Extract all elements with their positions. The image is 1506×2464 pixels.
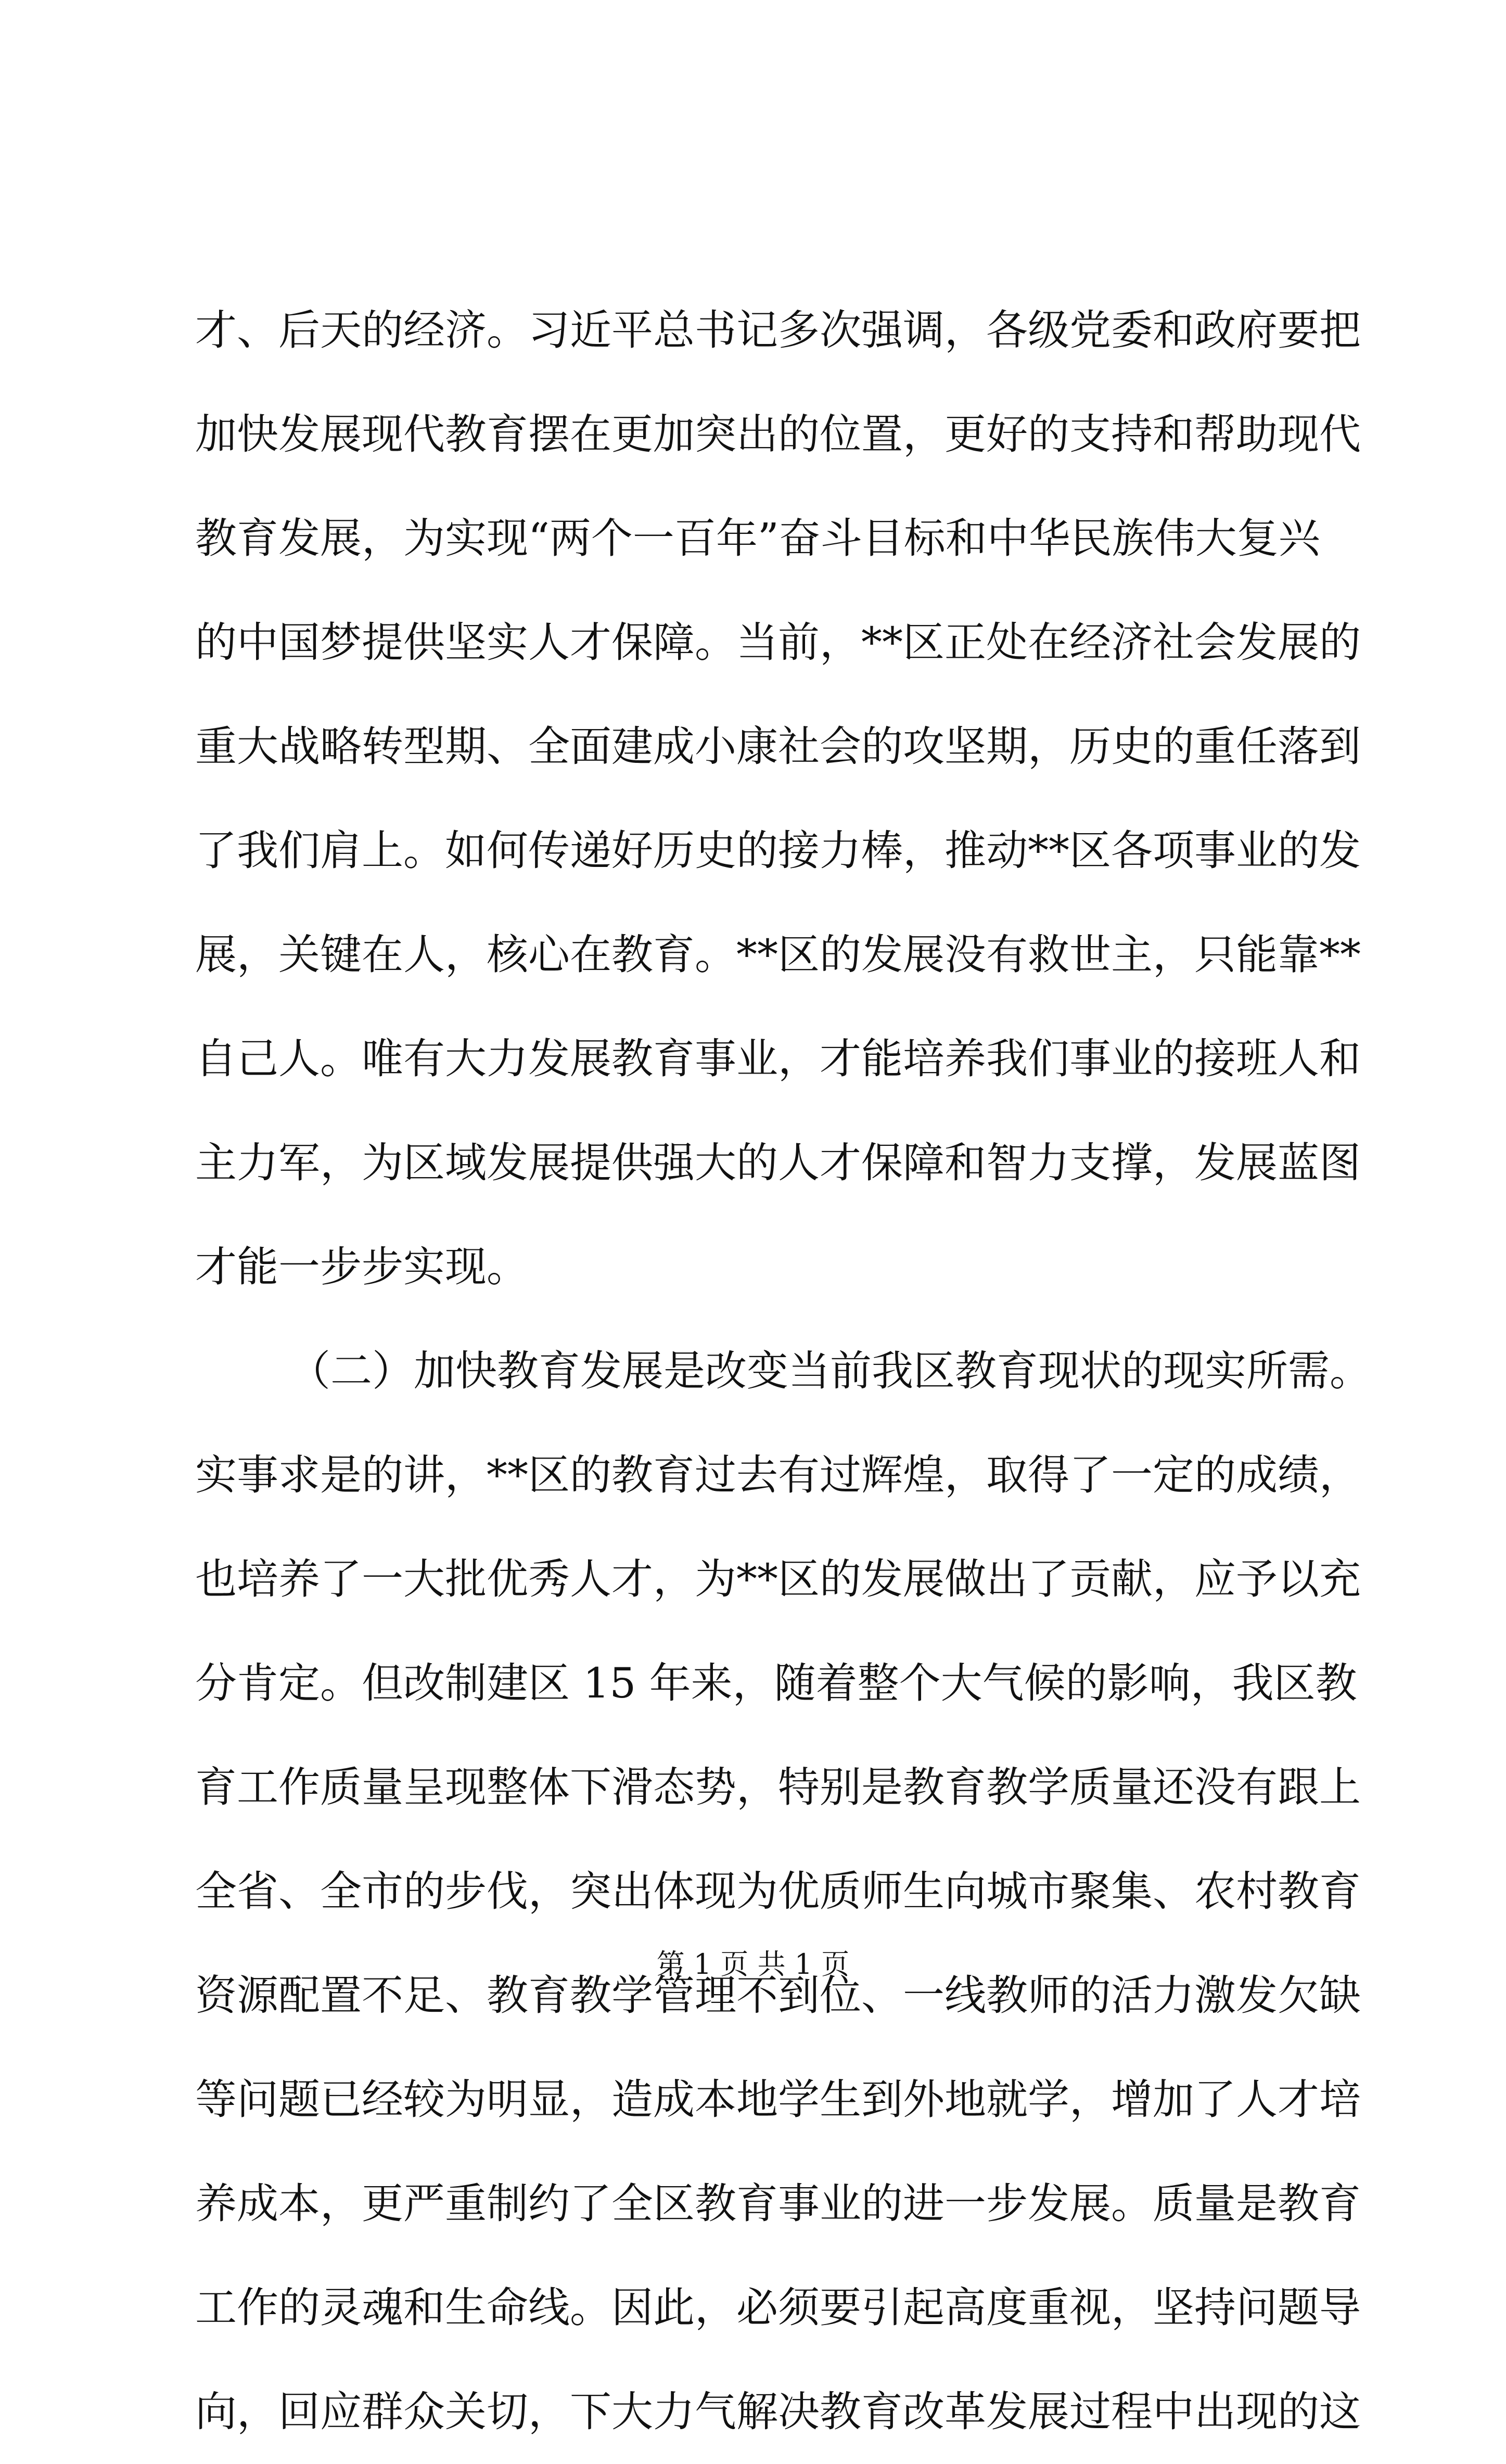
text-line: 分肯定。但改制建区 15 年来，随着整个大气候的影响，我区教: [195, 1659, 1357, 1707]
text-line: 全省、全市的步伐，突出体现为优质师生向城市聚集、农村教育: [195, 1867, 1361, 1916]
text-line: 育工作质量呈现整体下滑态势，特别是教育教学质量还没有跟上: [195, 1763, 1361, 1811]
document-body: [195, 278, 1371, 2464]
text-line: 资源配置不足、教育教学管理不到位、一线教师的活力激发欠缺: [195, 1971, 1361, 2020]
text-line: 的中国梦提供坚实人才保障。当前，**区正处在经济社会发展的: [195, 618, 1361, 667]
text-line: 重大战略转型期、全面建成小康社会的攻坚期，历史的重任落到: [195, 722, 1361, 771]
text-line: 展，关键在人，核心在教育。**区的发展没有救世主，只能靠**: [195, 930, 1361, 979]
section-heading-line: （二）加快教育发展是改变当前我区教育现状的现实所需。: [289, 1347, 1371, 1395]
text-line: 主力军，为区域发展提供强大的人才保障和智力支撑，发展蓝图: [195, 1139, 1361, 1187]
text-line: 工作的灵魂和生命线。因此，必须要引起高度重视，坚持问题导: [195, 2283, 1361, 2332]
text-line: 教育发展，为实现“两个一百年”奋斗目标和中华民族伟大复兴: [195, 514, 1320, 563]
text-line: 加快发展现代教育摆在更加突出的位置，更好的支持和帮助现代: [195, 410, 1361, 458]
text-line: 实事求是的讲，**区的教育过去有过辉煌，取得了一定的成绩，: [195, 1451, 1361, 1499]
text-line: 自己人。唯有大力发展教育事业，才能培养我们事业的接班人和: [195, 1035, 1361, 1083]
text-line: 养成本，更严重制约了全区教育事业的进一步发展。质量是教育: [195, 2179, 1361, 2228]
page-number-footer: 第 1 页 共 1 页: [656, 1948, 850, 1981]
text-line: 也培养了一大批优秀人才，为**区的发展做出了贡献，应予以充: [195, 1555, 1361, 1603]
text-line: 等问题已经较为明显，造成本地学生到外地就学，增加了人才培: [195, 2075, 1361, 2124]
text-line: 向，回应群众关切，下大力气解决教育改革发展过程中出现的这: [195, 2388, 1361, 2436]
text-line: 了我们肩上。如何传递好历史的接力棒，推动**区各项事业的发: [195, 826, 1361, 875]
text-line: 才能一步步实现。: [195, 1243, 528, 1291]
text-line: 才、后天的经济。习近平总书记多次强调，各级党委和政府要把: [195, 306, 1361, 354]
